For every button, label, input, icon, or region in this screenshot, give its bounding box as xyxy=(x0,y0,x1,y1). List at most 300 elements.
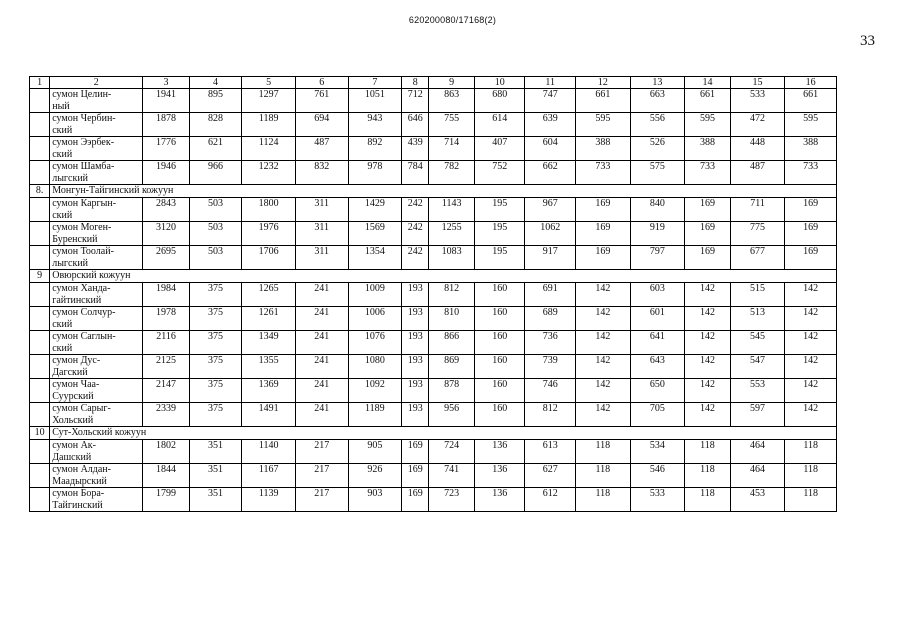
value-cell: 943 xyxy=(348,113,402,137)
value-cell: 3120 xyxy=(143,222,190,246)
value-cell: 1799 xyxy=(143,488,190,512)
group-number: 9 xyxy=(30,270,50,283)
municipality-name-line: Суурский xyxy=(52,390,94,402)
value-cell: 1189 xyxy=(242,113,296,137)
municipality-name-line: сумон Алдан- xyxy=(52,464,111,475)
row-number xyxy=(30,307,50,331)
value-cell: 118 xyxy=(576,464,631,488)
table-row xyxy=(30,440,837,464)
value-cell: 1124 xyxy=(242,137,296,161)
table-row xyxy=(30,89,837,113)
value-cell: 515 xyxy=(730,283,785,307)
municipality-name-line: сумон Шамба- xyxy=(52,161,115,172)
municipality-name-line: сумон Ханда- xyxy=(52,283,111,294)
value-cell: 142 xyxy=(685,331,731,355)
value-cell: 169 xyxy=(685,198,731,222)
value-cell: 503 xyxy=(189,246,242,270)
value-cell: 118 xyxy=(576,488,631,512)
value-cell: 142 xyxy=(576,283,631,307)
value-cell: 241 xyxy=(295,283,348,307)
column-header: 16 xyxy=(785,77,837,89)
table-row xyxy=(30,464,837,488)
value-cell: 407 xyxy=(474,137,525,161)
value-cell: 169 xyxy=(785,246,837,270)
value-cell: 2339 xyxy=(143,403,190,427)
municipality-name-line: сумон Бора- xyxy=(52,488,105,499)
value-cell: 193 xyxy=(402,331,429,355)
value-cell: 169 xyxy=(402,440,429,464)
value-cell: 193 xyxy=(402,379,429,403)
value-cell: 597 xyxy=(730,403,785,427)
value-cell: 603 xyxy=(630,283,685,307)
municipality-name-line: сумон Саглын- xyxy=(52,331,116,342)
value-cell: 217 xyxy=(295,440,348,464)
row-number xyxy=(30,403,50,427)
value-cell: 136 xyxy=(474,440,525,464)
value-cell: 375 xyxy=(189,379,242,403)
value-cell: 472 xyxy=(730,113,785,137)
value-cell: 1491 xyxy=(242,403,296,427)
value-cell: 545 xyxy=(730,331,785,355)
value-cell: 1255 xyxy=(429,222,475,246)
table-row xyxy=(30,307,837,331)
value-cell: 733 xyxy=(685,161,731,185)
document-id: 620200080/17168(2) xyxy=(408,15,497,25)
municipality-name xyxy=(50,246,143,270)
table-row xyxy=(30,161,837,185)
value-cell: 752 xyxy=(474,161,525,185)
value-cell: 1369 xyxy=(242,379,296,403)
value-cell: 169 xyxy=(576,198,631,222)
column-header: 2 xyxy=(50,77,143,89)
value-cell: 892 xyxy=(348,137,402,161)
value-cell: 775 xyxy=(730,222,785,246)
municipality-name xyxy=(50,307,143,331)
value-cell: 1062 xyxy=(525,222,576,246)
value-cell: 627 xyxy=(525,464,576,488)
value-cell: 503 xyxy=(189,198,242,222)
row-number xyxy=(30,113,50,137)
municipality-name-line: Тайгинский xyxy=(52,499,103,511)
value-cell: 812 xyxy=(525,403,576,427)
value-cell: 547 xyxy=(730,355,785,379)
value-cell: 193 xyxy=(402,403,429,427)
municipality-name xyxy=(50,488,143,512)
value-cell: 142 xyxy=(576,403,631,427)
value-cell: 1139 xyxy=(242,488,296,512)
row-number xyxy=(30,137,50,161)
value-cell: 160 xyxy=(474,355,525,379)
value-cell: 1349 xyxy=(242,331,296,355)
table-row xyxy=(30,355,837,379)
value-cell: 1429 xyxy=(348,198,402,222)
group-row xyxy=(30,427,837,440)
value-cell: 1776 xyxy=(143,137,190,161)
column-header: 3 xyxy=(143,77,190,89)
municipality-name-line: Буренский xyxy=(52,233,98,245)
value-cell: 136 xyxy=(474,464,525,488)
column-header: 15 xyxy=(730,77,785,89)
data-table xyxy=(29,76,837,512)
value-cell: 534 xyxy=(630,440,685,464)
value-cell: 193 xyxy=(402,307,429,331)
value-cell: 553 xyxy=(730,379,785,403)
value-cell: 1092 xyxy=(348,379,402,403)
column-header: 4 xyxy=(189,77,242,89)
value-cell: 643 xyxy=(630,355,685,379)
value-cell: 895 xyxy=(189,89,242,113)
page-number: 33 xyxy=(860,33,875,49)
municipality-name-line: лыгский xyxy=(52,257,89,269)
value-cell: 2843 xyxy=(143,198,190,222)
group-number: 8. xyxy=(30,185,50,198)
value-cell: 661 xyxy=(785,89,837,113)
column-header: 5 xyxy=(242,77,296,89)
value-cell: 169 xyxy=(576,246,631,270)
value-cell: 677 xyxy=(730,246,785,270)
value-cell: 662 xyxy=(525,161,576,185)
value-cell: 714 xyxy=(429,137,475,161)
value-cell: 160 xyxy=(474,307,525,331)
value-cell: 926 xyxy=(348,464,402,488)
value-cell: 917 xyxy=(525,246,576,270)
column-header: 12 xyxy=(576,77,631,89)
value-cell: 311 xyxy=(295,198,348,222)
value-cell: 142 xyxy=(785,331,837,355)
value-cell: 1140 xyxy=(242,440,296,464)
municipality-name-line: лыгский xyxy=(52,172,89,184)
municipality-name-line: гайтинский xyxy=(52,294,102,306)
municipality-name-line: ский xyxy=(52,124,73,136)
value-cell: 832 xyxy=(295,161,348,185)
table-row xyxy=(30,283,837,307)
municipality-name-line: сумон Дус- xyxy=(52,355,101,366)
row-number xyxy=(30,222,50,246)
table-row xyxy=(30,137,837,161)
value-cell: 782 xyxy=(429,161,475,185)
value-cell: 351 xyxy=(189,464,242,488)
table-row xyxy=(30,403,837,427)
value-cell: 919 xyxy=(630,222,685,246)
value-cell: 311 xyxy=(295,222,348,246)
row-number xyxy=(30,331,50,355)
value-cell: 1706 xyxy=(242,246,296,270)
value-cell: 1569 xyxy=(348,222,402,246)
value-cell: 828 xyxy=(189,113,242,137)
value-cell: 195 xyxy=(474,246,525,270)
value-cell: 1844 xyxy=(143,464,190,488)
table-row xyxy=(30,331,837,355)
value-cell: 646 xyxy=(402,113,429,137)
column-header: 7 xyxy=(348,77,402,89)
value-cell: 453 xyxy=(730,488,785,512)
municipality-name-line: сумон Сарыг- xyxy=(52,403,111,414)
table-row xyxy=(30,222,837,246)
group-number: 10 xyxy=(30,427,50,440)
municipality-name-line: Дагский xyxy=(52,366,88,378)
value-cell: 546 xyxy=(630,464,685,488)
value-cell: 142 xyxy=(685,379,731,403)
column-header: 8 xyxy=(402,77,429,89)
value-cell: 1354 xyxy=(348,246,402,270)
value-cell: 136 xyxy=(474,488,525,512)
value-cell: 241 xyxy=(295,379,348,403)
municipality-name-line: сумон Моген- xyxy=(52,222,112,233)
value-cell: 217 xyxy=(295,488,348,512)
value-cell: 739 xyxy=(525,355,576,379)
value-cell: 241 xyxy=(295,307,348,331)
value-cell: 242 xyxy=(402,246,429,270)
municipality-name xyxy=(50,440,143,464)
value-cell: 1976 xyxy=(242,222,296,246)
municipality-name xyxy=(50,137,143,161)
value-cell: 797 xyxy=(630,246,685,270)
value-cell: 118 xyxy=(685,488,731,512)
municipality-name xyxy=(50,198,143,222)
value-cell: 118 xyxy=(785,464,837,488)
value-cell: 118 xyxy=(685,464,731,488)
value-cell: 142 xyxy=(785,355,837,379)
value-cell: 142 xyxy=(685,283,731,307)
value-cell: 840 xyxy=(630,198,685,222)
value-cell: 1984 xyxy=(143,283,190,307)
value-cell: 160 xyxy=(474,379,525,403)
row-number xyxy=(30,283,50,307)
value-cell: 193 xyxy=(402,355,429,379)
table-row xyxy=(30,488,837,512)
table-row xyxy=(30,246,837,270)
value-cell: 694 xyxy=(295,113,348,137)
value-cell: 621 xyxy=(189,137,242,161)
table-row xyxy=(30,379,837,403)
value-cell: 680 xyxy=(474,89,525,113)
value-cell: 712 xyxy=(402,89,429,113)
value-cell: 464 xyxy=(730,464,785,488)
municipality-name xyxy=(50,464,143,488)
value-cell: 169 xyxy=(685,246,731,270)
row-number xyxy=(30,198,50,222)
row-number xyxy=(30,89,50,113)
column-header: 14 xyxy=(685,77,731,89)
value-cell: 487 xyxy=(730,161,785,185)
municipality-name-line: Дашский xyxy=(52,451,92,463)
value-cell: 661 xyxy=(576,89,631,113)
value-cell: 351 xyxy=(189,488,242,512)
value-cell: 641 xyxy=(630,331,685,355)
value-cell: 1076 xyxy=(348,331,402,355)
value-cell: 1167 xyxy=(242,464,296,488)
value-cell: 1083 xyxy=(429,246,475,270)
value-cell: 388 xyxy=(576,137,631,161)
value-cell: 604 xyxy=(525,137,576,161)
column-header: 11 xyxy=(525,77,576,89)
group-title: Сут-Хольский кожуун xyxy=(50,427,837,440)
column-header: 9 xyxy=(429,77,475,89)
value-cell: 2125 xyxy=(143,355,190,379)
table-row xyxy=(30,113,837,137)
value-cell: 866 xyxy=(429,331,475,355)
value-cell: 1232 xyxy=(242,161,296,185)
column-header: 13 xyxy=(630,77,685,89)
value-cell: 650 xyxy=(630,379,685,403)
row-number xyxy=(30,464,50,488)
municipality-name-line: сумон Чербин- xyxy=(52,113,116,124)
value-cell: 1978 xyxy=(143,307,190,331)
value-cell: 142 xyxy=(785,283,837,307)
municipality-name-line: сумон Солчур- xyxy=(52,307,116,318)
group-title: Монгун-Тайгинский кожуун xyxy=(50,185,837,198)
value-cell: 464 xyxy=(730,440,785,464)
value-cell: 142 xyxy=(576,307,631,331)
value-cell: 142 xyxy=(785,379,837,403)
value-cell: 661 xyxy=(685,89,731,113)
value-cell: 905 xyxy=(348,440,402,464)
value-cell: 142 xyxy=(576,355,631,379)
value-cell: 1802 xyxy=(143,440,190,464)
value-cell: 705 xyxy=(630,403,685,427)
value-cell: 311 xyxy=(295,246,348,270)
value-cell: 1800 xyxy=(242,198,296,222)
value-cell: 375 xyxy=(189,307,242,331)
group-row xyxy=(30,270,837,283)
value-cell: 689 xyxy=(525,307,576,331)
value-cell: 663 xyxy=(630,89,685,113)
value-cell: 1143 xyxy=(429,198,475,222)
municipality-name-line: ский xyxy=(52,342,73,354)
value-cell: 810 xyxy=(429,307,475,331)
column-header: 6 xyxy=(295,77,348,89)
municipality-name xyxy=(50,161,143,185)
value-cell: 2116 xyxy=(143,331,190,355)
value-cell: 503 xyxy=(189,222,242,246)
value-cell: 1009 xyxy=(348,283,402,307)
value-cell: 513 xyxy=(730,307,785,331)
value-cell: 723 xyxy=(429,488,475,512)
value-cell: 869 xyxy=(429,355,475,379)
municipality-name-line: ский xyxy=(52,209,73,221)
value-cell: 242 xyxy=(402,222,429,246)
row-number xyxy=(30,440,50,464)
value-cell: 142 xyxy=(785,403,837,427)
value-cell: 1355 xyxy=(242,355,296,379)
value-cell: 142 xyxy=(785,307,837,331)
value-cell: 118 xyxy=(685,440,731,464)
value-cell: 575 xyxy=(630,161,685,185)
value-cell: 241 xyxy=(295,403,348,427)
value-cell: 614 xyxy=(474,113,525,137)
value-cell: 639 xyxy=(525,113,576,137)
row-number xyxy=(30,161,50,185)
municipality-name xyxy=(50,222,143,246)
value-cell: 169 xyxy=(785,198,837,222)
group-row xyxy=(30,185,837,198)
municipality-name-line: ский xyxy=(52,148,73,160)
row-number xyxy=(30,379,50,403)
value-cell: 711 xyxy=(730,198,785,222)
value-cell: 595 xyxy=(785,113,837,137)
municipality-name-line: ный xyxy=(52,100,70,112)
value-cell: 169 xyxy=(402,488,429,512)
municipality-name xyxy=(50,403,143,427)
value-cell: 169 xyxy=(785,222,837,246)
value-cell: 595 xyxy=(685,113,731,137)
value-cell: 1297 xyxy=(242,89,296,113)
value-cell: 724 xyxy=(429,440,475,464)
value-cell: 595 xyxy=(576,113,631,137)
value-cell: 217 xyxy=(295,464,348,488)
value-cell: 1941 xyxy=(143,89,190,113)
header-row xyxy=(30,77,837,89)
value-cell: 1006 xyxy=(348,307,402,331)
value-cell: 1946 xyxy=(143,161,190,185)
municipality-name-line: сумон Чаа- xyxy=(52,379,100,390)
value-cell: 1261 xyxy=(242,307,296,331)
value-cell: 142 xyxy=(685,355,731,379)
value-cell: 375 xyxy=(189,403,242,427)
value-cell: 118 xyxy=(576,440,631,464)
value-cell: 691 xyxy=(525,283,576,307)
value-cell: 160 xyxy=(474,283,525,307)
value-cell: 747 xyxy=(525,89,576,113)
value-cell: 160 xyxy=(474,331,525,355)
value-cell: 533 xyxy=(630,488,685,512)
value-cell: 375 xyxy=(189,355,242,379)
value-cell: 169 xyxy=(402,464,429,488)
value-cell: 612 xyxy=(525,488,576,512)
value-cell: 118 xyxy=(785,488,837,512)
value-cell: 388 xyxy=(785,137,837,161)
value-cell: 741 xyxy=(429,464,475,488)
row-number xyxy=(30,488,50,512)
value-cell: 733 xyxy=(785,161,837,185)
value-cell: 195 xyxy=(474,222,525,246)
municipality-name-line: ский xyxy=(52,318,73,330)
municipality-name-line: сумон Целин- xyxy=(52,89,112,100)
municipality-name xyxy=(50,89,143,113)
row-number xyxy=(30,355,50,379)
value-cell: 160 xyxy=(474,403,525,427)
table-row xyxy=(30,198,837,222)
municipality-name xyxy=(50,355,143,379)
value-cell: 1265 xyxy=(242,283,296,307)
municipality-name-line: сумон Тоолай- xyxy=(52,246,114,257)
municipality-name xyxy=(50,331,143,355)
value-cell: 195 xyxy=(474,198,525,222)
group-title: Овюрский кожуун xyxy=(50,270,837,283)
value-cell: 169 xyxy=(576,222,631,246)
municipality-name xyxy=(50,379,143,403)
value-cell: 242 xyxy=(402,198,429,222)
value-cell: 956 xyxy=(429,403,475,427)
value-cell: 142 xyxy=(576,379,631,403)
value-cell: 241 xyxy=(295,331,348,355)
value-cell: 903 xyxy=(348,488,402,512)
value-cell: 375 xyxy=(189,283,242,307)
value-cell: 878 xyxy=(429,379,475,403)
value-cell: 733 xyxy=(576,161,631,185)
value-cell: 601 xyxy=(630,307,685,331)
value-cell: 388 xyxy=(685,137,731,161)
column-header: 1 xyxy=(30,77,50,89)
value-cell: 142 xyxy=(685,403,731,427)
column-header: 10 xyxy=(474,77,525,89)
value-cell: 736 xyxy=(525,331,576,355)
municipality-name-line: Хольский xyxy=(52,414,94,426)
value-cell: 784 xyxy=(402,161,429,185)
value-cell: 351 xyxy=(189,440,242,464)
value-cell: 169 xyxy=(685,222,731,246)
value-cell: 375 xyxy=(189,331,242,355)
